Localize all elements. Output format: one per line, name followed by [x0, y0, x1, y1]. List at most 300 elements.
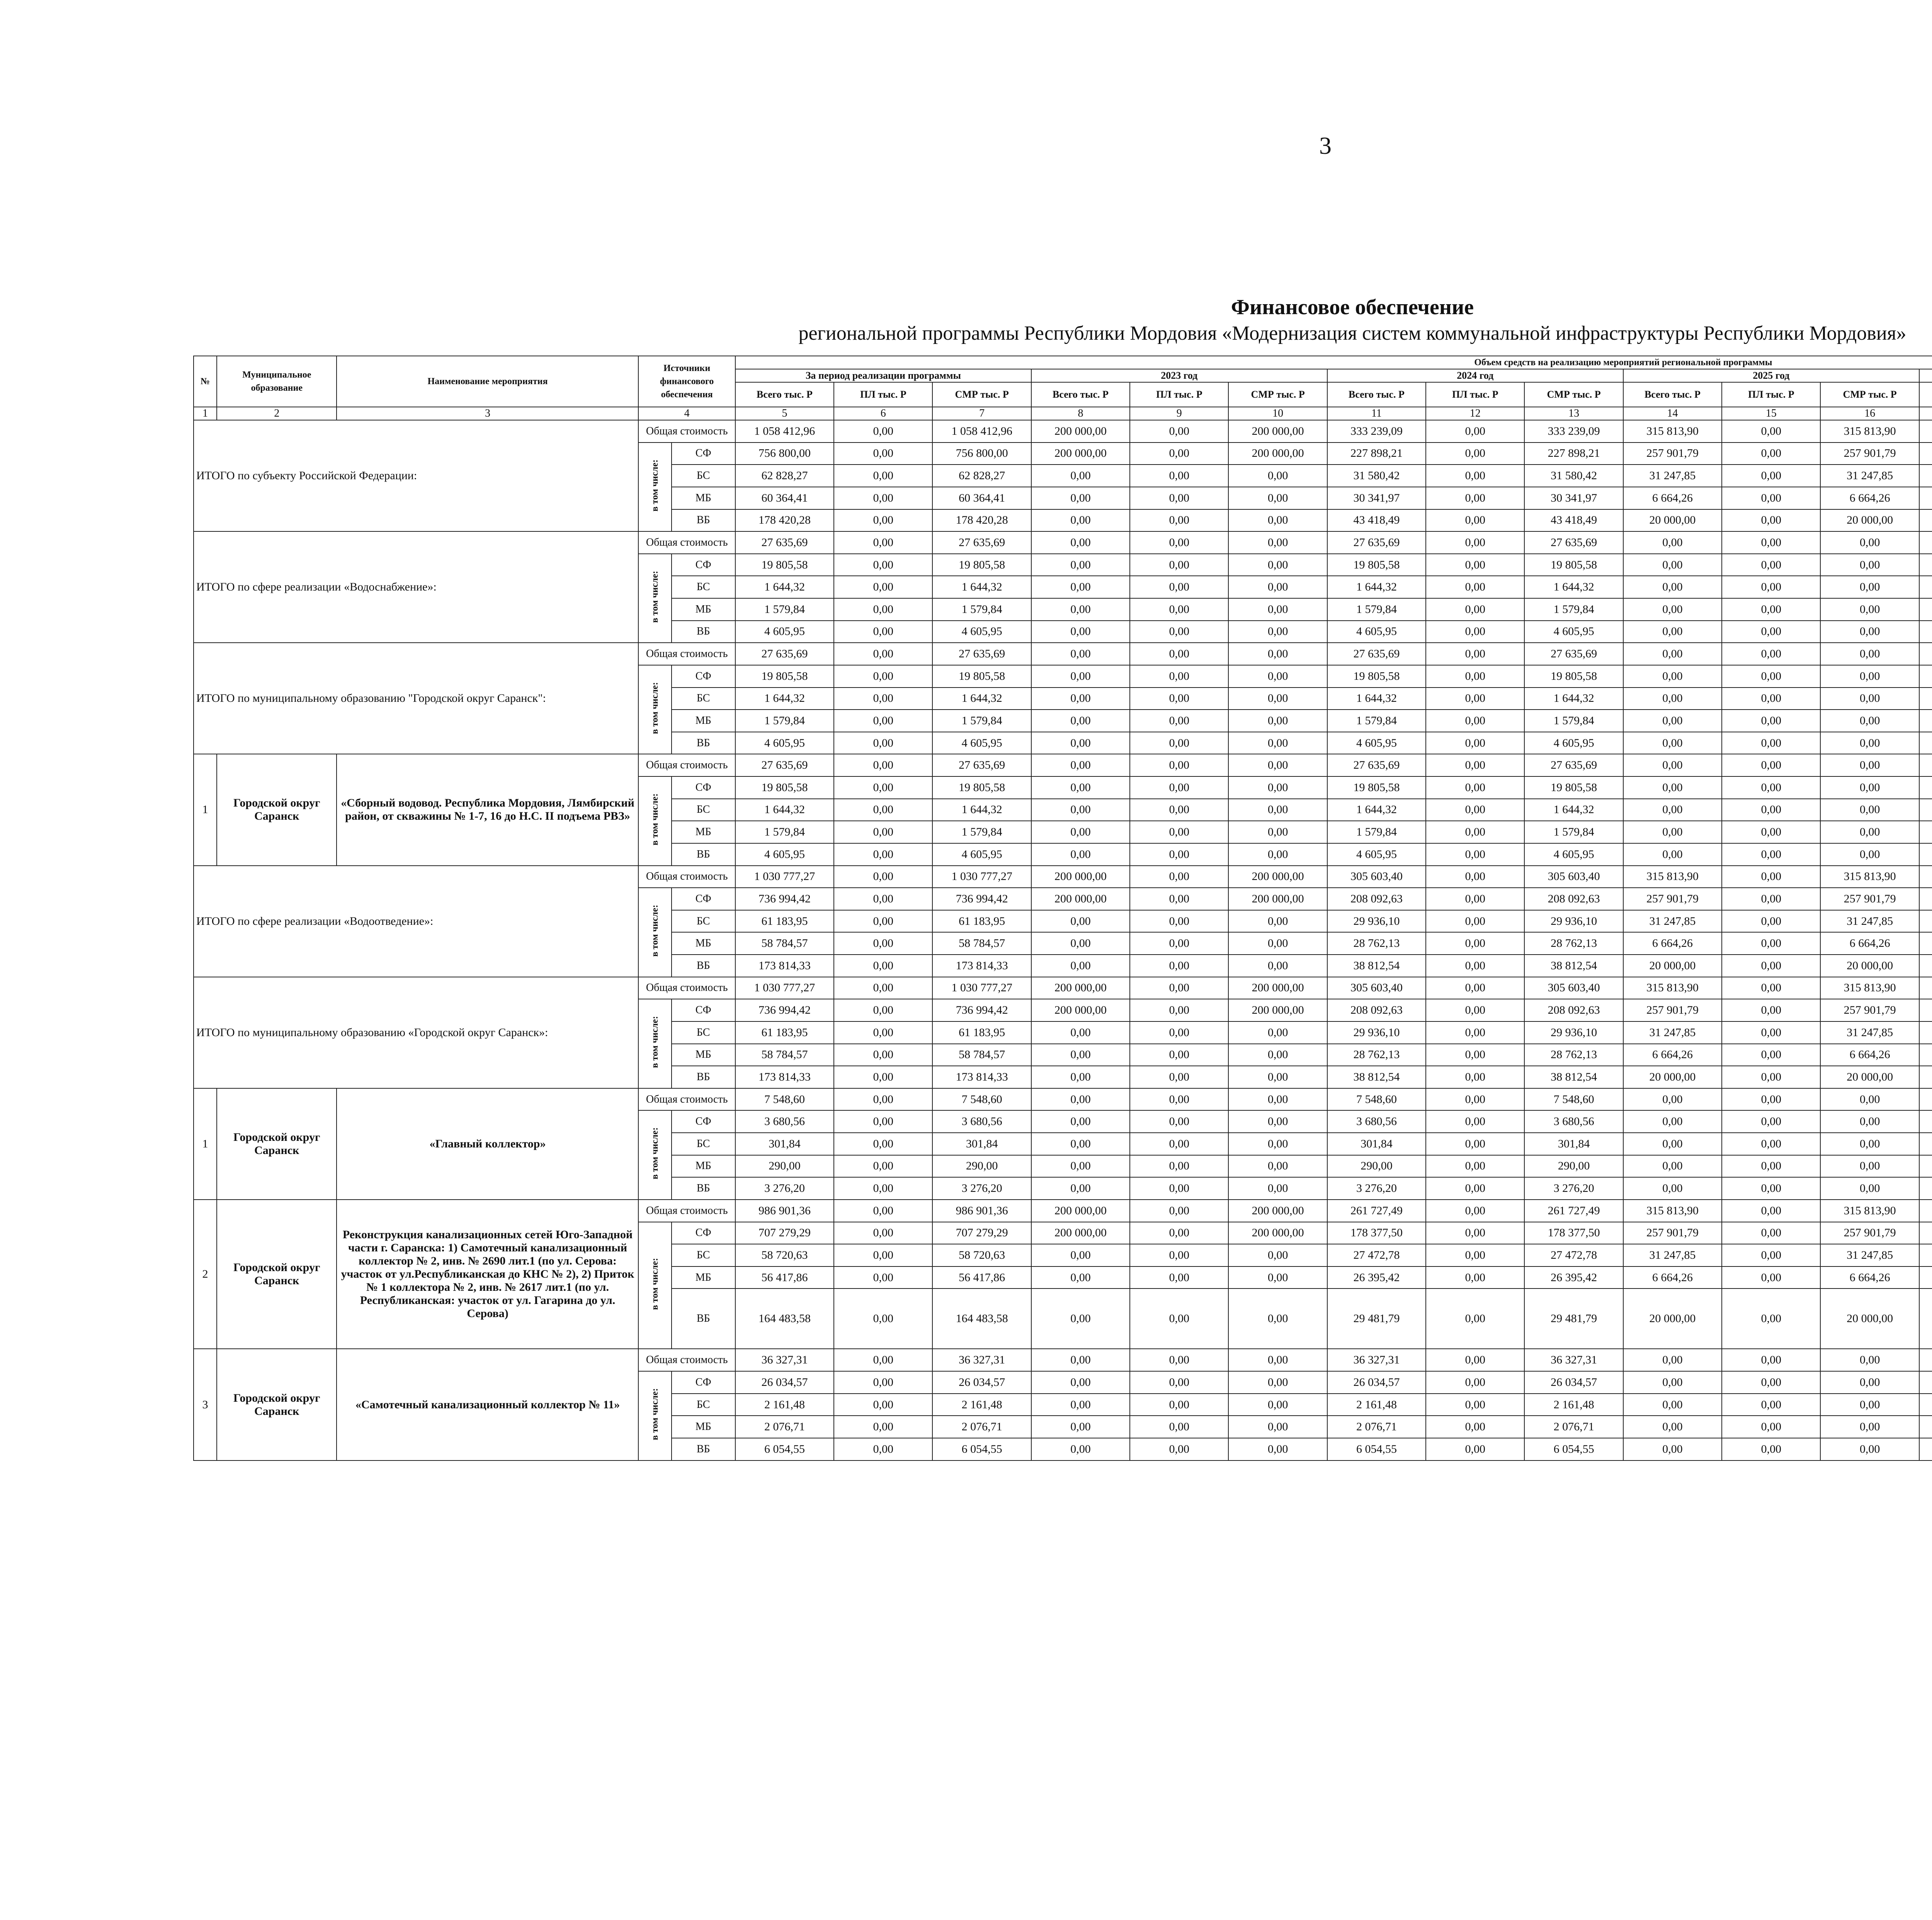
- value-cell: 62 828,27: [735, 465, 834, 487]
- value-cell: 1 579,84: [1327, 710, 1426, 732]
- value-cell: 1 644,32: [1327, 799, 1426, 821]
- column-number-row: [194, 407, 1932, 420]
- value-cell: 0,00: [1031, 531, 1130, 554]
- value-cell: 0,00: [1722, 1021, 1820, 1044]
- value-cell: 0,00: [1031, 932, 1130, 955]
- value-cell: 0,00: [1820, 643, 1919, 665]
- value-cell: 200 000,00: [1031, 888, 1130, 910]
- value-cell: [1919, 665, 1932, 688]
- value-cell: 1 579,84: [735, 598, 834, 621]
- value-cell: 20 000,00: [1623, 1289, 1722, 1349]
- value-cell: 2 076,71: [1524, 1416, 1623, 1438]
- value-cell: 0,00: [1722, 643, 1820, 665]
- value-cell: 0,00: [1031, 799, 1130, 821]
- value-cell: 27 635,69: [1327, 531, 1426, 554]
- value-cell: 200 000,00: [1031, 420, 1130, 443]
- source-label: БС: [672, 799, 735, 821]
- value-cell: 19 805,58: [1524, 776, 1623, 799]
- source-label: СФ: [672, 888, 735, 910]
- value-cell: 29 481,79: [1327, 1289, 1426, 1349]
- value-cell: 0,00: [1031, 710, 1130, 732]
- value-cell: 6 054,55: [735, 1438, 834, 1460]
- value-cell: 6 664,26: [1820, 932, 1919, 955]
- value-cell: 173 814,33: [932, 1066, 1031, 1088]
- value-cell: 0,00: [1031, 1371, 1130, 1394]
- column-number: 14: [1623, 407, 1722, 420]
- value-cell: 0,00: [1130, 1244, 1228, 1266]
- value-cell: 0,00: [1031, 1021, 1130, 1044]
- value-cell: 0,00: [1623, 754, 1722, 776]
- value-cell: [1919, 866, 1932, 888]
- value-cell: 0,00: [834, 932, 932, 955]
- value-cell: 1 030 777,27: [932, 866, 1031, 888]
- appendix-line: [1893, 234, 1932, 258]
- value-cell: 0,00: [1623, 1177, 1722, 1200]
- value-cell: 28 762,13: [1327, 932, 1426, 955]
- value-cell: 4 605,95: [932, 621, 1031, 643]
- value-cell: 6 054,55: [1524, 1438, 1623, 1460]
- value-cell: 0,00: [834, 1394, 932, 1416]
- value-cell: 257 901,79: [1820, 999, 1919, 1021]
- value-cell: 6 664,26: [1820, 1266, 1919, 1289]
- source-label: БС: [672, 688, 735, 710]
- value-cell: 0,00: [1623, 710, 1722, 732]
- value-cell: 4 605,95: [1524, 621, 1623, 643]
- value-cell: 1 579,84: [1524, 598, 1623, 621]
- value-cell: 0,00: [1426, 1244, 1524, 1266]
- value-cell: 27 635,69: [1524, 531, 1623, 554]
- source-label: ВБ: [672, 1177, 735, 1200]
- value-cell: 0,00: [1031, 1244, 1130, 1266]
- column-number: 12: [1426, 407, 1524, 420]
- value-cell: [1919, 1244, 1932, 1266]
- value-cell: 200 000,00: [1031, 999, 1130, 1021]
- header-subcolumn: СМР тыс. Р: [1524, 382, 1623, 407]
- value-cell: 0,00: [1130, 1133, 1228, 1155]
- value-cell: 0,00: [1722, 843, 1820, 866]
- value-cell: 0,00: [834, 821, 932, 843]
- value-cell: 290,00: [932, 1155, 1031, 1178]
- value-cell: 0,00: [1722, 487, 1820, 509]
- value-cell: 0,00: [834, 576, 932, 598]
- table-row: [194, 754, 1932, 776]
- value-cell: 27 635,69: [735, 643, 834, 665]
- value-cell: 0,00: [1031, 732, 1130, 754]
- source-label: СФ: [672, 554, 735, 576]
- value-cell: 0,00: [1228, 1244, 1327, 1266]
- value-cell: 315 813,90: [1623, 1200, 1722, 1222]
- header-subcolumn: СМР тыс. Р: [1820, 382, 1919, 407]
- value-cell: 0,00: [1031, 598, 1130, 621]
- row-number: 3: [194, 1349, 217, 1460]
- value-cell: 0,00: [1426, 1177, 1524, 1200]
- source-label: МБ: [672, 1044, 735, 1066]
- value-cell: 305 603,40: [1327, 977, 1426, 999]
- value-cell: 0,00: [1228, 487, 1327, 509]
- source-label: МБ: [672, 1416, 735, 1438]
- header-subcolumn: Всего тыс. Р: [1327, 382, 1426, 407]
- value-cell: 0,00: [1228, 554, 1327, 576]
- value-cell: 19 805,58: [1327, 554, 1426, 576]
- column-number: 4: [638, 407, 735, 420]
- value-cell: 0,00: [1722, 1044, 1820, 1066]
- value-cell: 178 377,50: [1327, 1222, 1426, 1244]
- value-cell: 0,00: [1426, 866, 1524, 888]
- value-cell: 0,00: [1623, 1416, 1722, 1438]
- value-cell: 178 420,28: [932, 509, 1031, 532]
- value-cell: 6 664,26: [1623, 1266, 1722, 1289]
- value-cell: 0,00: [834, 1088, 932, 1111]
- source-label: СФ: [672, 999, 735, 1021]
- value-cell: 0,00: [1426, 977, 1524, 999]
- value-cell: 736 994,42: [932, 888, 1031, 910]
- table-row: [194, 1088, 1932, 1111]
- value-cell: 0,00: [1130, 643, 1228, 665]
- value-cell: 0,00: [1722, 1066, 1820, 1088]
- value-cell: 1 644,32: [1524, 576, 1623, 598]
- value-cell: 315 813,90: [1623, 977, 1722, 999]
- header-subcolumn: СМР тыс. Р: [932, 382, 1031, 407]
- value-cell: 0,00: [834, 1155, 932, 1178]
- value-cell: 164 483,58: [735, 1289, 834, 1349]
- value-cell: 0,00: [1426, 999, 1524, 1021]
- value-cell: 0,00: [1228, 576, 1327, 598]
- value-cell: [1919, 1133, 1932, 1155]
- value-cell: 0,00: [1623, 688, 1722, 710]
- value-cell: 315 813,90: [1820, 866, 1919, 888]
- table-row: [194, 420, 1932, 443]
- block-title: ИТОГО по муниципальному образованию "Городской округ Саранск":: [194, 643, 638, 754]
- value-cell: 0,00: [1426, 1371, 1524, 1394]
- event-name: «Самотечный канализационный коллектор № 11»: [337, 1349, 638, 1460]
- value-cell: 29 481,79: [1524, 1289, 1623, 1349]
- value-cell: 0,00: [1228, 910, 1327, 933]
- value-cell: 0,00: [834, 999, 932, 1021]
- value-cell: 0,00: [1130, 1177, 1228, 1200]
- source-label: БС: [672, 465, 735, 487]
- total-cost-label: Общая стоимость: [638, 531, 735, 554]
- value-cell: 1 644,32: [932, 688, 1031, 710]
- value-cell: 0,00: [1722, 866, 1820, 888]
- value-cell: 0,00: [1426, 732, 1524, 754]
- source-label: БС: [672, 1021, 735, 1044]
- value-cell: 0,00: [1722, 420, 1820, 443]
- value-cell: 1 644,32: [1524, 688, 1623, 710]
- column-number: 3: [337, 407, 638, 420]
- value-cell: 0,00: [1722, 1438, 1820, 1460]
- value-cell: 36 327,31: [1524, 1349, 1623, 1371]
- document-title-sub: региональной программы Республики Мордовия «Модернизация систем коммунальной инфраструктуры Республики Мордовия»: [798, 322, 1906, 344]
- value-cell: 0,00: [1820, 710, 1919, 732]
- value-cell: 0,00: [1031, 754, 1130, 776]
- value-cell: [1919, 1349, 1932, 1371]
- value-cell: 0,00: [1130, 977, 1228, 999]
- value-cell: 200 000,00: [1031, 1222, 1130, 1244]
- value-cell: [1919, 443, 1932, 465]
- value-cell: 0,00: [1820, 1438, 1919, 1460]
- value-cell: 0,00: [1130, 1438, 1228, 1460]
- value-cell: 27 635,69: [932, 754, 1031, 776]
- value-cell: 26 034,57: [735, 1371, 834, 1394]
- value-cell: 0,00: [1228, 1066, 1327, 1088]
- value-cell: 43 418,49: [1327, 509, 1426, 532]
- value-cell: 0,00: [1130, 621, 1228, 643]
- value-cell: 0,00: [1722, 443, 1820, 465]
- value-cell: 30 341,97: [1327, 487, 1426, 509]
- value-cell: 0,00: [834, 888, 932, 910]
- value-cell: 257 901,79: [1623, 1222, 1722, 1244]
- value-cell: 6 664,26: [1820, 487, 1919, 509]
- value-cell: 0,00: [834, 754, 932, 776]
- header-subcolumn: ПЛ тыс. Р: [1426, 382, 1524, 407]
- value-cell: 0,00: [1426, 821, 1524, 843]
- value-cell: 0,00: [834, 1266, 932, 1289]
- value-cell: 31 247,85: [1623, 1244, 1722, 1266]
- value-cell: 36 327,31: [932, 1349, 1031, 1371]
- value-cell: [1919, 465, 1932, 487]
- value-cell: 0,00: [1031, 1133, 1130, 1155]
- value-cell: 0,00: [1130, 821, 1228, 843]
- value-cell: 0,00: [1820, 621, 1919, 643]
- value-cell: 3 680,56: [1327, 1110, 1426, 1133]
- value-cell: 0,00: [834, 799, 932, 821]
- block-title: ИТОГО по муниципальному образованию «Городской округ Саранск»:: [194, 977, 638, 1088]
- value-cell: 257 901,79: [1623, 999, 1722, 1021]
- source-label: ВБ: [672, 732, 735, 754]
- value-cell: 3 680,56: [932, 1110, 1031, 1133]
- value-cell: 0,00: [1722, 710, 1820, 732]
- value-cell: 3 276,20: [735, 1177, 834, 1200]
- value-cell: 27 635,69: [735, 531, 834, 554]
- value-cell: 0,00: [1426, 598, 1524, 621]
- value-cell: 58 784,57: [735, 932, 834, 955]
- source-label: БС: [672, 910, 735, 933]
- header-subcolumn: ПЛ тыс. Р: [1722, 382, 1820, 407]
- value-cell: 0,00: [1130, 1416, 1228, 1438]
- value-cell: 19 805,58: [1327, 776, 1426, 799]
- value-cell: 0,00: [1130, 487, 1228, 509]
- value-cell: 200 000,00: [1228, 443, 1327, 465]
- value-cell: 0,00: [1820, 1110, 1919, 1133]
- header-subcolumn: [1919, 382, 1932, 407]
- value-cell: 0,00: [1228, 665, 1327, 688]
- value-cell: 2 076,71: [932, 1416, 1031, 1438]
- value-cell: 0,00: [1031, 1155, 1130, 1178]
- source-label: ВБ: [672, 509, 735, 532]
- value-cell: 0,00: [1031, 1088, 1130, 1111]
- table-row: [194, 531, 1932, 554]
- value-cell: 0,00: [1031, 1110, 1130, 1133]
- value-cell: 0,00: [1623, 598, 1722, 621]
- value-cell: 178 377,50: [1524, 1222, 1623, 1244]
- value-cell: [1919, 554, 1932, 576]
- value-cell: 0,00: [1623, 1155, 1722, 1178]
- value-cell: 200 000,00: [1031, 866, 1130, 888]
- value-cell: 0,00: [834, 1438, 932, 1460]
- value-cell: 0,00: [834, 665, 932, 688]
- value-cell: 0,00: [1426, 955, 1524, 977]
- value-cell: 208 092,63: [1327, 888, 1426, 910]
- source-label: ВБ: [672, 843, 735, 866]
- value-cell: 0,00: [834, 621, 932, 643]
- value-cell: 27 635,69: [1524, 643, 1623, 665]
- value-cell: 208 092,63: [1524, 999, 1623, 1021]
- value-cell: 0,00: [1722, 465, 1820, 487]
- value-cell: 0,00: [1623, 531, 1722, 554]
- value-cell: 301,84: [932, 1133, 1031, 1155]
- value-cell: 0,00: [1623, 732, 1722, 754]
- value-cell: 1 644,32: [932, 799, 1031, 821]
- value-cell: 736 994,42: [735, 999, 834, 1021]
- value-cell: 0,00: [1426, 1416, 1524, 1438]
- value-cell: 257 901,79: [1623, 888, 1722, 910]
- value-cell: [1919, 420, 1932, 443]
- value-cell: 173 814,33: [735, 955, 834, 977]
- value-cell: 0,00: [1130, 866, 1228, 888]
- total-cost-label: Общая стоимость: [638, 754, 735, 776]
- value-cell: 28 762,13: [1524, 932, 1623, 955]
- value-cell: 31 247,85: [1820, 1021, 1919, 1044]
- value-cell: 0,00: [1228, 799, 1327, 821]
- total-cost-label: Общая стоимость: [638, 866, 735, 888]
- value-cell: 0,00: [1623, 576, 1722, 598]
- column-number: 6: [834, 407, 932, 420]
- value-cell: 0,00: [1031, 1349, 1130, 1371]
- value-cell: 0,00: [834, 1021, 932, 1044]
- value-cell: 20 000,00: [1820, 1289, 1919, 1349]
- value-cell: 26 395,42: [1524, 1266, 1623, 1289]
- value-cell: 0,00: [1820, 1155, 1919, 1178]
- value-cell: 31 580,42: [1327, 465, 1426, 487]
- value-cell: 0,00: [1130, 509, 1228, 532]
- value-cell: 0,00: [1031, 1066, 1130, 1088]
- value-cell: [1919, 932, 1932, 955]
- source-label: ВБ: [672, 955, 735, 977]
- source-label: ВБ: [672, 621, 735, 643]
- table-row: [194, 1200, 1932, 1222]
- in-that-label-cell: [638, 888, 671, 977]
- value-cell: 0,00: [1820, 1394, 1919, 1416]
- value-cell: 0,00: [1722, 554, 1820, 576]
- value-cell: [1919, 977, 1932, 999]
- value-cell: 0,00: [834, 1416, 932, 1438]
- value-cell: 0,00: [1031, 688, 1130, 710]
- value-cell: 0,00: [1722, 776, 1820, 799]
- value-cell: 257 901,79: [1820, 443, 1919, 465]
- value-cell: 27 635,69: [735, 754, 834, 776]
- value-cell: 1 644,32: [1327, 688, 1426, 710]
- value-cell: 0,00: [1820, 1349, 1919, 1371]
- value-cell: 6 054,55: [1327, 1438, 1426, 1460]
- value-cell: 60 364,41: [932, 487, 1031, 509]
- column-number: 15: [1722, 407, 1820, 420]
- value-cell: 4 605,95: [1327, 621, 1426, 643]
- column-number: 2: [217, 407, 337, 420]
- value-cell: 0,00: [1130, 732, 1228, 754]
- value-cell: 0,00: [834, 1044, 932, 1066]
- value-cell: 2 076,71: [735, 1416, 834, 1438]
- value-cell: 1 579,84: [932, 598, 1031, 621]
- value-cell: 0,00: [1623, 1394, 1722, 1416]
- block-title: ИТОГО по субъекту Российской Федерации:: [194, 420, 638, 531]
- value-cell: 0,00: [1130, 1222, 1228, 1244]
- value-cell: 1 644,32: [1327, 576, 1426, 598]
- value-cell: 0,00: [834, 1244, 932, 1266]
- value-cell: 0,00: [1623, 554, 1722, 576]
- value-cell: 0,00: [1426, 509, 1524, 532]
- value-cell: 0,00: [1820, 1177, 1919, 1200]
- value-cell: 0,00: [1228, 1044, 1327, 1066]
- value-cell: 0,00: [1228, 621, 1327, 643]
- value-cell: 26 034,57: [1327, 1371, 1426, 1394]
- value-cell: 0,00: [1623, 1088, 1722, 1111]
- value-cell: 0,00: [1228, 1266, 1327, 1289]
- value-cell: 290,00: [735, 1155, 834, 1178]
- value-cell: [1919, 1371, 1932, 1394]
- value-cell: 0,00: [1228, 932, 1327, 955]
- value-cell: 0,00: [1228, 643, 1327, 665]
- value-cell: 0,00: [1426, 420, 1524, 443]
- value-cell: 1 644,32: [735, 799, 834, 821]
- value-cell: 0,00: [1623, 776, 1722, 799]
- value-cell: [1919, 1289, 1932, 1349]
- value-cell: [1919, 1394, 1932, 1416]
- value-cell: 0,00: [1426, 576, 1524, 598]
- value-cell: 19 805,58: [1327, 665, 1426, 688]
- value-cell: 0,00: [1031, 487, 1130, 509]
- value-cell: 200 000,00: [1228, 888, 1327, 910]
- value-cell: 0,00: [1031, 621, 1130, 643]
- value-cell: 0,00: [1130, 1088, 1228, 1111]
- value-cell: 301,84: [1327, 1133, 1426, 1155]
- value-cell: 1 058 412,96: [932, 420, 1031, 443]
- value-cell: 0,00: [1722, 799, 1820, 821]
- value-cell: [1919, 843, 1932, 866]
- value-cell: 200 000,00: [1228, 420, 1327, 443]
- value-cell: 0,00: [1031, 1044, 1130, 1066]
- value-cell: 257 901,79: [1820, 1222, 1919, 1244]
- column-number: 7: [932, 407, 1031, 420]
- value-cell: 0,00: [1426, 1266, 1524, 1289]
- value-cell: 227 898,21: [1327, 443, 1426, 465]
- value-cell: 0,00: [1722, 732, 1820, 754]
- value-cell: 1 644,32: [932, 576, 1031, 598]
- value-cell: 0,00: [1426, 531, 1524, 554]
- value-cell: 0,00: [1426, 1394, 1524, 1416]
- total-cost-label: Общая стоимость: [638, 1200, 735, 1222]
- value-cell: 0,00: [834, 1289, 932, 1349]
- value-cell: 2 161,48: [1327, 1394, 1426, 1416]
- value-cell: 0,00: [834, 1371, 932, 1394]
- in-that-label-cell: [638, 554, 671, 643]
- value-cell: 6 664,26: [1623, 1044, 1722, 1066]
- value-cell: 0,00: [834, 643, 932, 665]
- value-cell: 4 605,95: [735, 732, 834, 754]
- value-cell: 0,00: [1228, 821, 1327, 843]
- value-cell: 0,00: [1130, 932, 1228, 955]
- value-cell: 200 000,00: [1228, 999, 1327, 1021]
- value-cell: 0,00: [1031, 1266, 1130, 1289]
- value-cell: 0,00: [1130, 754, 1228, 776]
- value-cell: 0,00: [1031, 643, 1130, 665]
- value-cell: 0,00: [1722, 1371, 1820, 1394]
- value-cell: 0,00: [1130, 1155, 1228, 1178]
- header-period: За период реализации программы: [735, 369, 1031, 382]
- value-cell: 0,00: [1623, 1371, 1722, 1394]
- value-cell: 0,00: [1722, 1266, 1820, 1289]
- value-cell: 2 076,71: [1327, 1416, 1426, 1438]
- value-cell: 0,00: [1130, 999, 1228, 1021]
